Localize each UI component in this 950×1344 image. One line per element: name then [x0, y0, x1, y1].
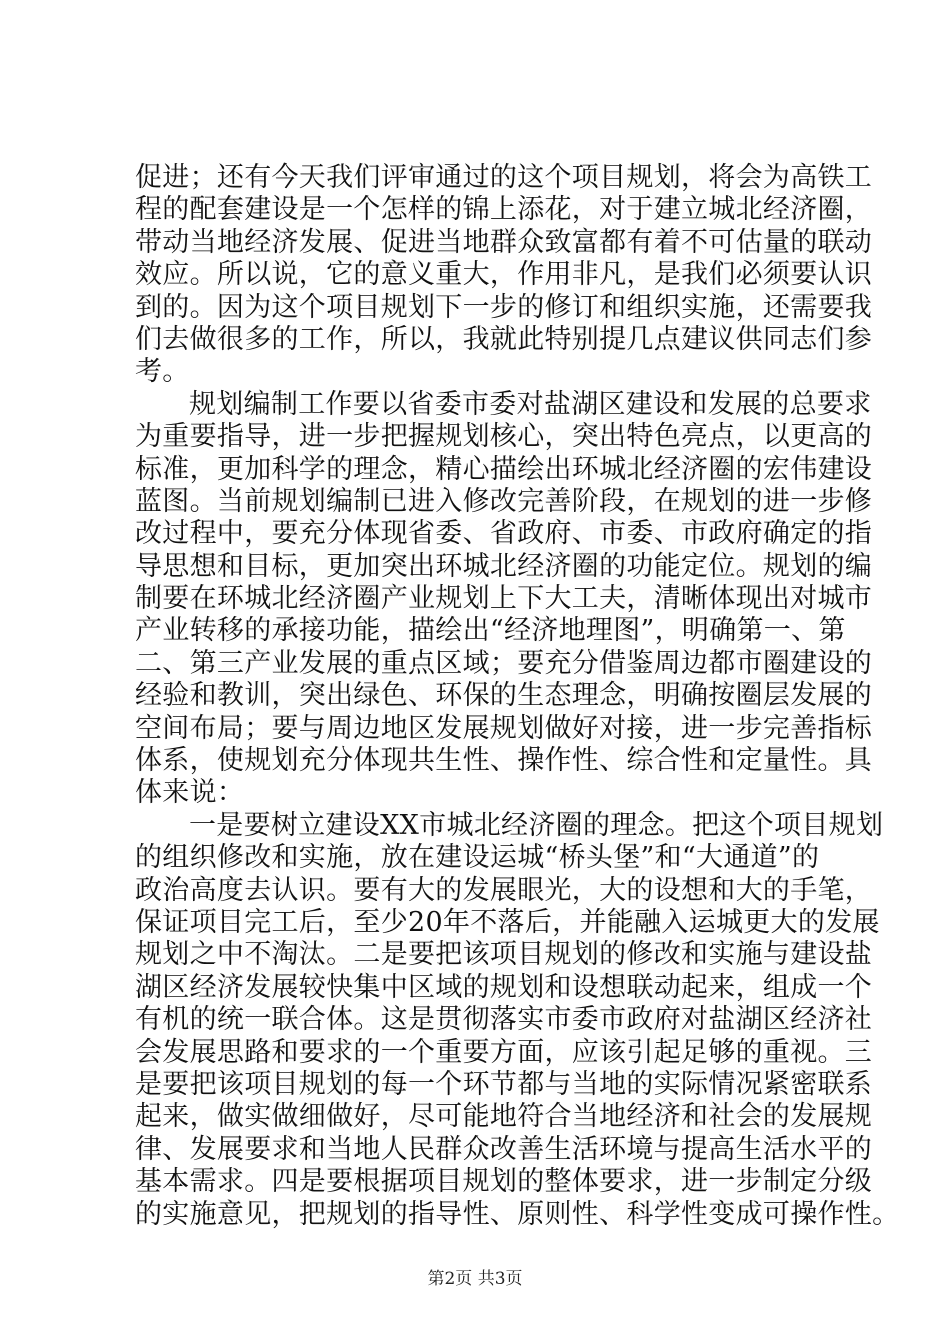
paragraph-start-line: 一是要树立建设XX市城北经济圈的理念。把这个项目规划	[189, 809, 884, 841]
text-line: 蓝图。当前规划编制已进入修改完善阶段，在规划的进一步修	[135, 485, 873, 517]
text-line: 程的配套建设是一个怎样的锦上添花，对于建立城北经济圈，	[135, 194, 873, 226]
text-line: 到的。因为这个项目规划下一步的修订和组织实施，还需要我	[135, 291, 873, 323]
text-line: 律、发展要求和当地人民群众改善生活环境与提高生活水平的	[135, 1133, 873, 1165]
text-line: 们去做很多的工作，所以，我就此特别提几点建议供同志们参	[135, 323, 873, 355]
text-line: 空间布局；要与周边地区发展规划做好对接，进一步完善指标	[135, 712, 873, 744]
text-line: 促进；还有今天我们评审通过的这个项目规划，将会为高铁工	[135, 162, 873, 193]
text-line: 效应。所以说，它的意义重大，作用非凡，是我们必须要认识	[135, 259, 873, 291]
text-line: 标准，更加科学的理念，精心描绘出环城北经济圈的宏伟建设	[135, 453, 873, 485]
text-line: 体系，使规划充分体现共生性、操作性、综合性和定量性。具	[135, 745, 873, 777]
text-line: 会发展思路和要求的一个重要方面，应该引起足够的重视。三	[135, 1036, 873, 1068]
text-line: 产业转移的承接功能，描绘出“经济地理图”，明确第一、第	[135, 615, 846, 647]
text-line: 经验和教训，突出绿色、环保的生态理念，明确按圈层发展的	[135, 680, 873, 712]
text-line: 二、第三产业发展的重点区域；要充分借鉴周边都市圈建设的	[135, 647, 873, 679]
text-line: 为重要指导，进一步把握规划核心，突出特色亮点，以更高的	[135, 421, 873, 453]
text-line: 的组织修改和实施，放在建设运城“桥头堡”和“大通道”的	[135, 842, 820, 874]
text-line: 规划之中不淘汰。二是要把该项目规划的修改和实施与建设盐	[135, 939, 873, 971]
text-line: 导思想和目标，更加突出环城北经济圈的功能定位。规划的编	[135, 550, 873, 582]
text-line: 带动当地经济发展、促进当地群众致富都有着不可估量的联动	[135, 226, 873, 258]
text-line: 起来，做实做细做好，尽可能地符合当地经济和社会的发展规	[135, 1101, 873, 1133]
text-line: 考。	[135, 356, 190, 388]
page-footer: 第2页 共3页	[427, 1269, 523, 1289]
paragraph-start-line: 规划编制工作要以省委市委对盐湖区建设和发展的总要求	[189, 388, 872, 420]
text-line: 的实施意见，把规划的指导性、原则性、科学性变成可操作性。	[135, 1198, 900, 1230]
text-line: 体来说：	[135, 777, 245, 809]
text-line: 湖区经济发展较快集中区域的规划和设想联动起来，组成一个	[135, 971, 873, 1003]
text-line: 基本需求。四是要根据项目规划的整体要求，进一步制定分级	[135, 1166, 873, 1198]
text-line: 制要在环城北经济圈产业规划上下大工夫，清晰体现出对城市	[135, 583, 873, 615]
text-line: 改过程中，要充分体现省委、省政府、市委、市政府确定的指	[135, 518, 873, 550]
text-line: 有机的统一联合体。这是贯彻落实市委市政府对盐湖区经济社	[135, 1004, 873, 1036]
text-line: 政治高度去认识。要有大的发展眼光，大的设想和大的手笔，	[135, 874, 873, 906]
text-line: 是要把该项目规划的每一个环节都与当地的实际情况紧密联系	[135, 1068, 873, 1100]
text-line: 保证项目完工后，至少20年不落后，并能融入运城更大的发展	[135, 906, 880, 938]
document-body	[135, 162, 900, 1231]
